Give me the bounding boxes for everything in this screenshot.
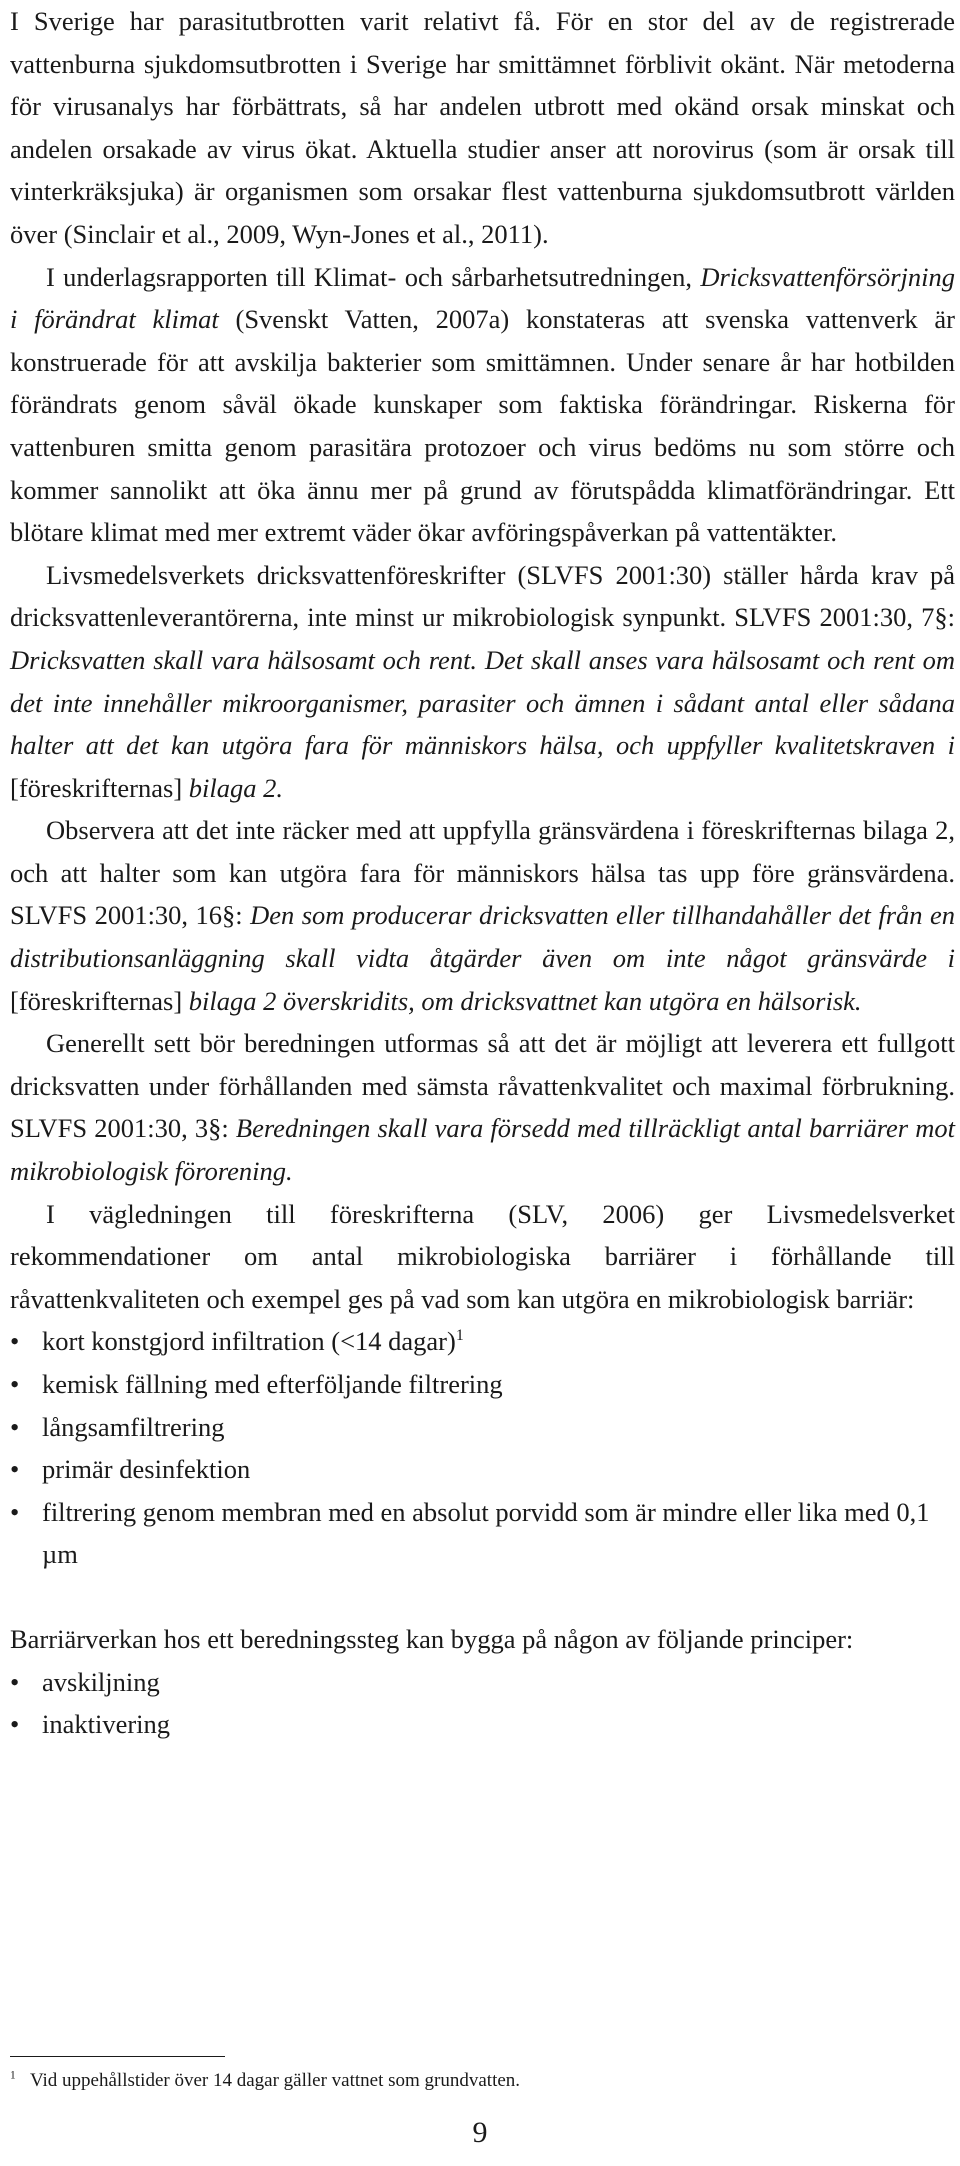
bullet-icon: • xyxy=(10,1369,20,1399)
regulation-quote: Den som producerar dricksvatten eller tillhandahåller det från en distributionsanläggning skall vidta åtgärder även om inte något gränsvärde i xyxy=(10,900,955,974)
footnote xyxy=(10,2068,950,2094)
paragraph-parasite-outbreaks xyxy=(10,0,955,256)
principle-list xyxy=(10,1661,955,1746)
footnote-text: Vid uppehållstider över 14 dagar gäller vattnet som grundvatten. xyxy=(29,2070,521,2091)
list-item-text: långsamfiltrering xyxy=(42,1411,225,1442)
bullet-icon: • xyxy=(10,1496,20,1527)
paragraph-text: I underlagsrapporten till Klimat- och sårbarhetsutredningen, xyxy=(46,261,701,292)
paragraph-principles xyxy=(10,1618,955,1661)
paragraph-text: I Sverige har parasitutbrotten varit relativt få. För en stor del av de registrerade vattenburna sjukdomsutbrotten i Sverige har smittämnet förblivit okänt. När metoderna för virusanalys har förbättrats, så har andelen utbrott med okänd orsak minskat och andelen orsakade av virus ökat. Aktuella studier anser att norovirus (som är orsak till vinterkräksjuka) är organismen som orsakar flest vattenburna sjukdomsutbrott världen över (Sinclair et al., 2009, Wyn-Jones et al., 2011). xyxy=(10,6,955,249)
barrier-list xyxy=(10,1320,955,1576)
regulation-quote: bilaga 2 överskridits, om dricksvattnet kan utgöra en hälsorisk. xyxy=(188,985,862,1016)
bullet-icon: • xyxy=(10,1411,20,1442)
footnote-ref: 1 xyxy=(455,1327,464,1345)
paragraph-text: Livsmedelsverkets dricksvattenföreskrifter (SLVFS 2001:30) ställer hårda krav på dricksvattenleverantörerna, inte minst ur mikrobiologisk synpunkt. SLVFS 2001:30, 7§: xyxy=(10,559,955,633)
list-item xyxy=(10,1406,955,1449)
regulation-quote: Beredningen skall vara försedd med tillräckligt antal barriärer mot mikrobiologisk förorening. xyxy=(10,1113,955,1187)
list-item-text: inaktivering xyxy=(42,1709,171,1740)
paragraph-text: [föreskrifternas] xyxy=(10,772,189,803)
list-item xyxy=(10,1320,955,1363)
bullet-icon: • xyxy=(10,1666,20,1697)
paragraph-climate-report xyxy=(10,256,955,554)
paragraph-text: (Svenskt Vatten, 2007a) konstateras att svenska vattenverk är konstruerade för att avskilja bakterier som smittämnen. Under senare år har hotbilden förändrats genom såväl ökade kunskaper som faktiska förändringar. Riskerna för vattenburen smitta genom parasitära protozoer och virus bedöms nu som större och kommer sannolikt att öka ännu mer på grund av förutspådda klimatförändringar. Ett blötare klimat med mer extremt väder ökar avföringspåverkan på vattentäkter. xyxy=(10,304,956,548)
paragraph-slvfs-16 xyxy=(10,809,955,1022)
list-item-text: kort konstgjord infiltration (<14 dagar) xyxy=(42,1326,456,1357)
footnote-marker: 1 xyxy=(10,2069,16,2082)
list-item-text: avskiljning xyxy=(42,1666,160,1697)
spacer xyxy=(10,1576,955,1618)
list-item xyxy=(10,1491,955,1576)
list-item-text: primär desinfektion xyxy=(42,1454,251,1485)
page-number: 9 xyxy=(472,2116,488,2149)
paragraph-text: Generellt sett bör beredningen utformas så att det är möjligt att leverera ett fullgott dricksvatten under förhållanden med sämsta råvattenkvalitet och maximal förbrukning. SLVFS 2001:30, 3§: xyxy=(10,1028,955,1144)
bullet-icon: • xyxy=(10,1454,20,1485)
list-item xyxy=(10,1703,955,1746)
paragraph-text: Barriärverkan hos ett beredningssteg kan bygga på någon av följande principer: xyxy=(10,1623,854,1654)
regulation-quote: bilaga 2. xyxy=(188,772,284,803)
paragraph-text: I vägledningen till föreskrifterna (SLV, 2006) ger Livsmedelsverket rekommendationer om antal mikrobiologiska barriärer i förhållande till råvattenkvaliteten och exempel ges på vad som kan utgöra en mikrobiologisk barriär: xyxy=(10,1198,955,1314)
paragraph-text: Observera att det inte räcker med att uppfylla gränsvärdena i föreskrifternas bilaga 2, och att halter som kan utgöra fara för människors hälsa tas upp före gränsvärdena. SLVFS 2001:30, 16§: xyxy=(10,815,955,931)
list-item xyxy=(10,1448,955,1491)
footnote-divider xyxy=(10,2056,225,2057)
paragraph-guidance xyxy=(10,1193,955,1321)
paragraph-text: [föreskrifternas] xyxy=(10,985,189,1016)
bullet-icon: • xyxy=(10,1326,20,1357)
regulation-quote: Dricksvatten skall vara hälsosamt och rent. Det skall anses vara hälsosamt och rent om det inte innehåller mikroorganismer, parasiter och ämnen i sådant antal eller sådana halter att det kan utgöra fara för människors hälsa, och uppfyller kvalitetskraven i xyxy=(10,644,955,761)
list-item xyxy=(10,1363,955,1406)
list-item xyxy=(10,1661,955,1704)
bullet-icon: • xyxy=(10,1709,20,1740)
list-item-text: kemisk fällning med efterföljande filtrering xyxy=(42,1369,503,1399)
list-item-text: filtrering genom membran med en absolut porvidd som är mindre eller lika med 0,1 µm xyxy=(42,1496,930,1570)
document-body xyxy=(10,0,955,1746)
paragraph-slvfs-7 xyxy=(10,554,955,810)
paragraph-slvfs-3 xyxy=(10,1022,955,1192)
report-title: Dricksvattenförsörjning i förändrat klimat xyxy=(10,261,955,335)
